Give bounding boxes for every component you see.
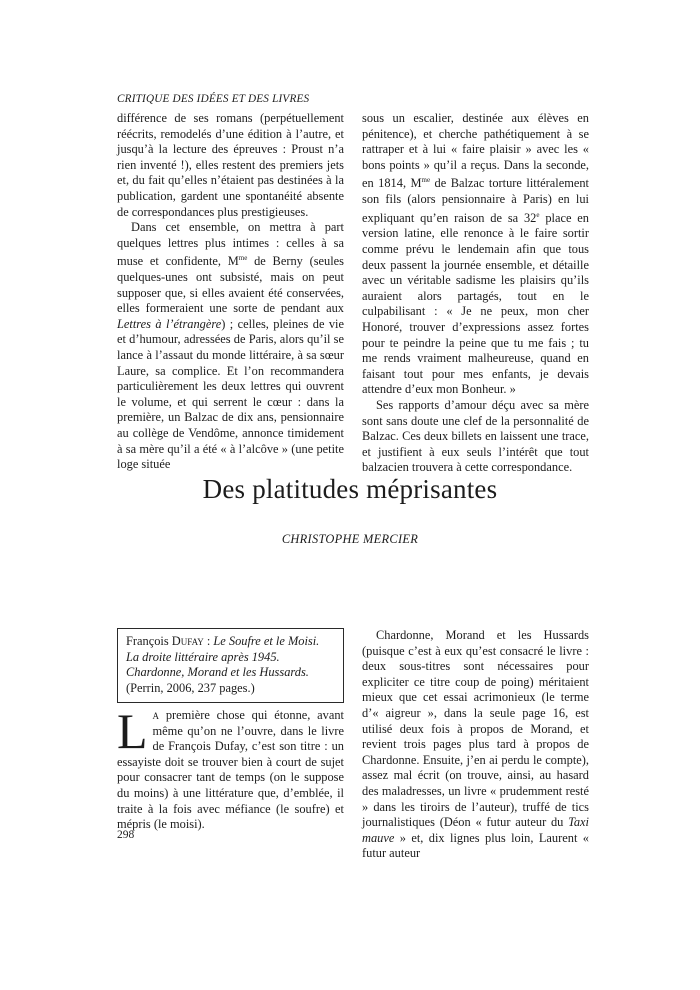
paragraph: sous un escalier, destinée aux élèves en pénitence), et cherche pathétiquement à se rattraper et à lui « faire plaisir » avec les « bons points » qu’il a reçus. Dans la seconde, en 1814, $M^{me}$ de Balzac torture littéralement son fils (alors pensionnaire à Paris) en lui expliquant qu’en raison de sa 32e place en version latine, elle renonce à le faire sortir comme prévu le lendemain afin que tous deux passent la journée ensemble, et détaille avec un véritable sadisme les plaisirs qu’ils auraient alors partagés, tout en le culpabilisant : « Je ne peux, mon cher Honoré, trouver d’expressions assez fortes pour te peindre la peine que tu me fais ; tu me rends vraiment malheureuse, quand en faisant tout pour mes enfants, je devais attendre d’eux mon Bonheur. » [362,111,589,397]
drop-cap: L [117,703,148,759]
paragraph: La première chose qui étonne, avant même qu’on ne l’ouvre, dans le livre de François Dufay, c’est son titre : un essayiste doit se trouver bien à court de sujet pour consacrer tant de temps (on le suppose du moins) à une littérature que, d’emblée, il traite à la fois avec méfiance (le soufre) et mépris (le moisi). [117,703,344,832]
top-left-column [117,111,344,473]
running-head: CRITIQUE DES IDÉES ET DES LIVRES [117,93,310,105]
top-right-column [362,111,589,476]
paragraph: différence de ses romans (perpétuellement réécrits, remodelés d’une édition à l’autre, et jusqu’à la lecture des épreuves : Proust n’a rien inventé !), elles restent des premiers jets et, du fait qu’elles n’étaient pas destinées à la publication, gardent une spontanéité absente de correspondances plus prestigieuses. [117,111,344,219]
reference-book-title: Le Soufre et le Moisi. La droite littéraire après 1945. Chardonne, Morand et les Hussards. [126,634,320,680]
italic-title: Taxi mauve [362,815,589,845]
paragraph: Dans cet ensemble, on mettra à part quelques lettres plus intimes : celles à sa muse et confidente, $M^{me}$ de Berny (seules quelques-unes ont subsisté, mais on peut supposer que, si elles avaient été conservées, elles formeraient une sorte de pendant aux Lettres à l’étrangère) ; celles, pleines de vie et d’humour, adressées de Paris, alors qu’il se lance à l’assaut du monde littéraire, à sa sœur Laure, sa complice. Et l’on recommandera particulièrement les deux lettres qui ouvrent le volume, et qui serrent le cœur : dans la première, un Balzac de dix ans, pensionnaire au collège de Vendôme, annonce timidement à sa mère qu’il a été « à l’alcôve » (une petite loge située [117,220,344,472]
reference-author: Dufay [171,634,204,648]
book-reference-box: François Dufay : Le Soufre et le Moisi. La droite littéraire après 1945. Chardonne, Morand et les Hussards. (Perrin, 2006, 237 pages.) [117,628,344,703]
paragraph: Ses rapports d’amour déçu avec sa mère sont sans doute une clef de la personnalité de Balzac. Ces deux billets en laissent une trace, et justifient à eux seuls l’intérêt que tout balzacien trouvera à cette correspondance. [362,397,589,475]
italic-title: Lettres à l’étrangère [117,316,222,331]
bottom-left-column [117,703,344,833]
article-author: CHRISTOPHE MERCIER [281,532,419,546]
page-number: 298 [117,829,135,841]
bottom-right-column [362,628,589,862]
article-title: Des platitudes méprisantes [202,474,498,504]
paragraph: Chardonne, Morand et les Hussards (puisque c’est à eux qu’est consacré le livre : deux sous-titres sont nécessaires pour expliciter ce titre coup de poing) méritaient mieux que cet essai acrimonieux (le terme d’« aigreur », dans la seule page 16, est utilisé deux fois à propos de Morand, et revient trois pages plus tard à propos de Chardonne. Ensuite, j’en ai perdu le compte), assez mal écrit (on trouve, ainsi, au hasard des maladresses, un livre « prudemment resté » dans les tiroirs de l’auteur), truffé de tics journalistiques (Déon « futur auteur du Taxi mauve » et, dix lignes plus loin, Laurent « futur auteur [362,628,589,861]
